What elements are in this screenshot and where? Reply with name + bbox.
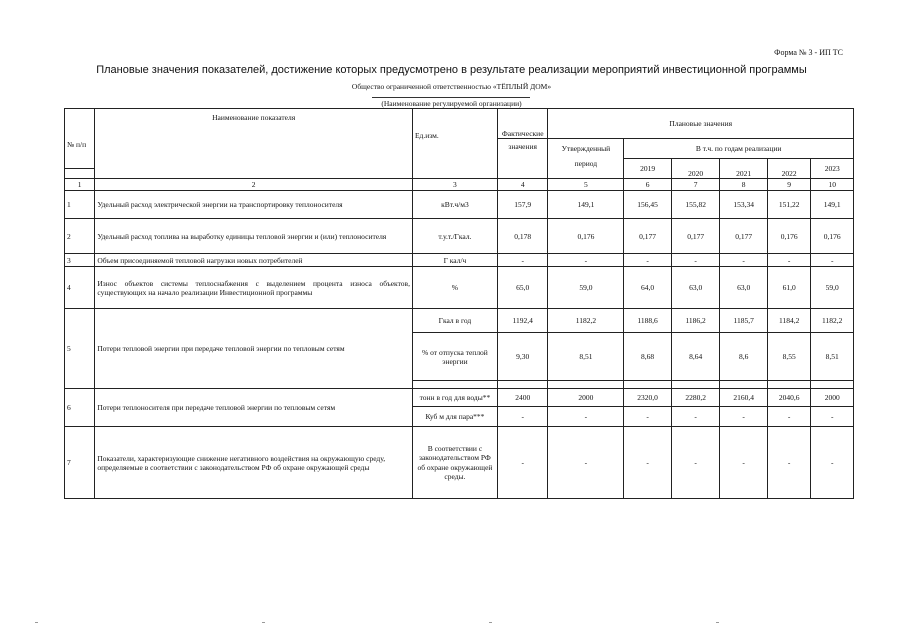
table-row xyxy=(65,191,854,219)
table-row xyxy=(65,309,854,333)
value-approved: - xyxy=(548,407,624,427)
scan-mark xyxy=(262,622,265,623)
value-year: - xyxy=(767,407,810,427)
header-year: 2021 xyxy=(720,159,768,179)
value-year: 1185,7 xyxy=(720,309,768,333)
value-approved: 149,1 xyxy=(548,191,624,219)
column-numbers-row xyxy=(65,179,854,191)
value-year: 8,64 xyxy=(671,333,720,381)
value-year: - xyxy=(720,427,768,499)
header-by-years: В т.ч. по годам реализации xyxy=(624,139,854,159)
value-approved: - xyxy=(548,427,624,499)
organization-caption: (Наименование регулируемой организации) xyxy=(381,99,522,108)
value-fact: - xyxy=(497,407,548,427)
value-year: 64,0 xyxy=(624,267,672,309)
indicator-name: Показатели, характеризующие снижение негативного воздействия на окружающую среду, определяемые в соответствии с законодательством РФ об охране окружающей среды xyxy=(95,427,413,499)
value-year: 0,176 xyxy=(767,219,810,254)
header-row xyxy=(65,109,854,121)
value-approved: 8,51 xyxy=(548,333,624,381)
indicator-unit: кВт.ч/м3 xyxy=(412,191,497,219)
value-year: - xyxy=(811,407,854,427)
value-fact: 65,0 xyxy=(497,267,548,309)
column-number: 1 xyxy=(65,179,95,191)
organization-name: Общество ограниченной ответственностью «ТЁПЛЫЙ ДОМ» xyxy=(351,82,552,91)
row-number: 2 xyxy=(65,219,95,254)
header-num: № п/п xyxy=(65,121,95,169)
value-year: 0,177 xyxy=(624,219,672,254)
value-year: - xyxy=(811,427,854,499)
value-year: 156,45 xyxy=(624,191,672,219)
indicator-unit: т.у.т./Гкал. xyxy=(412,219,497,254)
header-year: 2022 xyxy=(767,159,810,179)
table-row xyxy=(65,389,854,407)
scan-mark xyxy=(35,622,38,623)
organization-underline xyxy=(372,97,530,98)
row-number: 1 xyxy=(65,191,95,219)
indicator-name: Потери тепловой энергии при передаче тепловой энергии по тепловым сетям xyxy=(95,309,413,389)
value-year: 151,22 xyxy=(767,191,810,219)
header-approved-line1: Утвержденный xyxy=(548,139,624,159)
value-approved: 2000 xyxy=(548,389,624,407)
value-year: - xyxy=(767,254,810,267)
value-year: - xyxy=(624,254,672,267)
column-number: 2 xyxy=(95,179,413,191)
value-year: 153,34 xyxy=(720,191,768,219)
value-approved: 59,0 xyxy=(548,267,624,309)
table-row xyxy=(65,254,854,267)
value-year: - xyxy=(720,407,768,427)
header-fact-line2: значения xyxy=(497,139,548,179)
column-number: 7 xyxy=(671,179,720,191)
value-year: - xyxy=(671,427,720,499)
value-approved: - xyxy=(548,254,624,267)
page-title: Плановые значения показателей, достижение которых предусмотрено в результате реализации мероприятий инвестиционной программы xyxy=(96,64,807,76)
value-year: 2320,0 xyxy=(624,389,672,407)
value-fact: - xyxy=(497,427,548,499)
indicator-unit: % xyxy=(412,267,497,309)
indicator-unit: Куб м для пара*** xyxy=(412,407,497,427)
value-year: 2280,2 xyxy=(671,389,720,407)
value-year: 8,55 xyxy=(767,333,810,381)
value-fact: 0,178 xyxy=(497,219,548,254)
value-year: - xyxy=(624,427,672,499)
indicator-unit: В соответствии с законодательством РФ об охране окружающей среды. xyxy=(412,427,497,499)
scan-mark xyxy=(716,622,719,623)
column-number: 6 xyxy=(624,179,672,191)
value-year: 0,177 xyxy=(671,219,720,254)
header-year: 2023 xyxy=(811,159,854,179)
value-year: 63,0 xyxy=(671,267,720,309)
value-year: 2000 xyxy=(811,389,854,407)
value-year: - xyxy=(720,254,768,267)
value-year: 0,176 xyxy=(811,219,854,254)
row-number: 5 xyxy=(65,309,95,389)
table-row xyxy=(65,219,854,254)
header-num-spacer xyxy=(65,169,95,179)
value-year: - xyxy=(671,407,720,427)
value-year: 1182,2 xyxy=(811,309,854,333)
indicator-name: Удельный расход топлива на выработку единицы тепловой энергии и (или) теплоносителя xyxy=(95,219,413,254)
column-number: 4 xyxy=(497,179,548,191)
value-year: 1184,2 xyxy=(767,309,810,333)
column-number: 8 xyxy=(720,179,768,191)
indicator-name: Износ объектов системы теплоснабжения с выделением процента износа объектов, существующих на начало реализации Инвестиционной программы xyxy=(95,267,413,309)
value-year: 8,51 xyxy=(811,333,854,381)
indicator-unit: Гкал в год xyxy=(412,309,497,333)
table-row xyxy=(65,427,854,499)
scan-mark xyxy=(489,622,492,623)
value-year: 8,6 xyxy=(720,333,768,381)
indicator-unit: % от отпуска теплой энергии xyxy=(412,333,497,381)
header-name: Наименование показателя xyxy=(95,109,413,179)
value-year: - xyxy=(811,254,854,267)
value-year: 2040,6 xyxy=(767,389,810,407)
value-year: 63,0 xyxy=(720,267,768,309)
indicator-unit: тонн в год для воды** xyxy=(412,389,497,407)
value-approved: 1182,2 xyxy=(548,309,624,333)
row-number: 3 xyxy=(65,254,95,267)
indicator-name: Объем присоединяемой тепловой нагрузки новых потребителей xyxy=(95,254,413,267)
row-number: 4 xyxy=(65,267,95,309)
value-fact: 9,30 xyxy=(497,333,548,381)
indicator-name: Удельный расход электрической энергии на транспортировку теплоносителя xyxy=(95,191,413,219)
column-number: 5 xyxy=(548,179,624,191)
value-year: 2160,4 xyxy=(720,389,768,407)
value-approved: 0,176 xyxy=(548,219,624,254)
value-year: 149,1 xyxy=(811,191,854,219)
value-year: 59,0 xyxy=(811,267,854,309)
header-fact-line1: Фактические xyxy=(497,109,548,139)
header-planned: Плановые значения xyxy=(548,109,854,139)
column-number: 9 xyxy=(767,179,810,191)
column-number: 3 xyxy=(412,179,497,191)
value-year: 8,68 xyxy=(624,333,672,381)
table-row xyxy=(65,267,854,309)
indicators-table xyxy=(64,108,854,499)
value-year: - xyxy=(671,254,720,267)
value-fact: - xyxy=(497,254,548,267)
value-fact: 2400 xyxy=(497,389,548,407)
header-year: 2020 xyxy=(671,159,720,179)
indicator-name: Потери теплоносителя при передаче тепловой энергии по тепловым сетям xyxy=(95,389,413,427)
value-fact: 1192,4 xyxy=(497,309,548,333)
row-number: 7 xyxy=(65,427,95,499)
value-year: 1186,2 xyxy=(671,309,720,333)
value-year: 1188,6 xyxy=(624,309,672,333)
header-num-spacer xyxy=(65,109,95,121)
row-number: 6 xyxy=(65,389,95,427)
value-year: 61,0 xyxy=(767,267,810,309)
header-year: 2019 xyxy=(624,159,672,179)
column-number: 10 xyxy=(811,179,854,191)
form-number: Форма № 3 - ИП ТС xyxy=(774,48,843,57)
indicator-unit: Г кал/ч xyxy=(412,254,497,267)
header-approved-line2: период xyxy=(548,159,624,179)
header-unit: Ед.изм. xyxy=(412,109,497,179)
value-fact: 157,9 xyxy=(497,191,548,219)
value-year: - xyxy=(624,407,672,427)
value-year: 0,177 xyxy=(720,219,768,254)
value-year: - xyxy=(767,427,810,499)
value-year: 155,82 xyxy=(671,191,720,219)
